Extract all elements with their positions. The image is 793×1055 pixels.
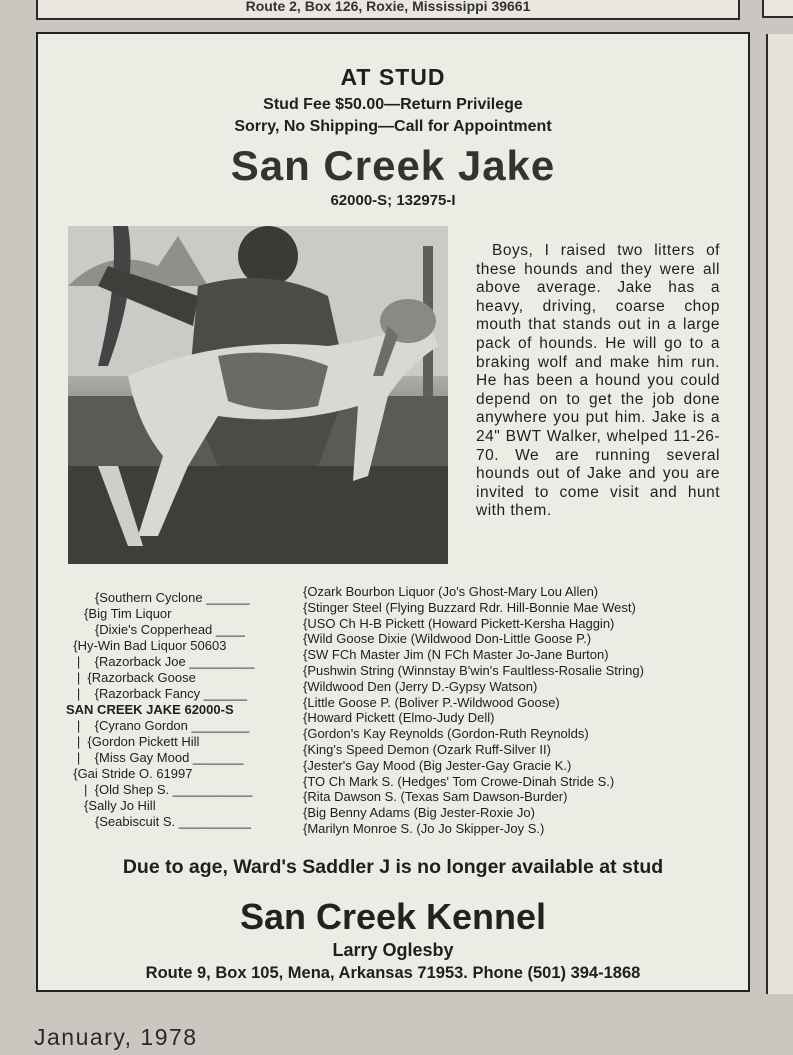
pedigree-right-line: {Rita Dawson S. (Texas Sam Dawson-Burder) xyxy=(303,789,568,805)
owner-name: Larry Oglesby xyxy=(332,940,454,960)
pedigree-left-line: | {Cyrano Gordon ________ xyxy=(66,718,250,733)
pedigree-left-line: | {Miss Gay Mood _______ xyxy=(66,750,244,765)
pedigree-left-line: SAN CREEK JAKE 62000-S xyxy=(66,702,234,717)
pedigree-right-line: {Gordon's Kay Reynolds (Gordon-Ruth Reynolds) xyxy=(303,726,589,742)
pedigree-left-line: | {Gordon Pickett Hill xyxy=(66,734,200,749)
dog-description xyxy=(476,242,720,521)
pedigree-left-line: | {Razorback Joe _________ xyxy=(66,654,255,669)
pedigree-left-line: {Dixie's Copperhead ____ xyxy=(66,622,245,637)
pedigree-left-line: {Hy-Win Bad Liquor 50603 xyxy=(66,638,227,653)
pedigree-right-line: {Howard Pickett (Elmo-Judy Dell) xyxy=(303,710,495,726)
adjacent-column-edge xyxy=(766,34,793,994)
pedigree-right-line: {SW FCh Master Jim (N FCh Master Jo-Jane Burton) xyxy=(303,647,609,663)
adjacent-ad-edge xyxy=(762,0,793,18)
pedigree-right-line: {Pushwin String (Winnstay B'win's Faultless-Rosalie String) xyxy=(303,663,644,678)
previous-ad-address-strip: Route 2, Box 126, Roxie, Mississippi 39661 xyxy=(36,0,740,20)
pedigree-left-line: {Seabiscuit S. __________ xyxy=(66,814,252,829)
pedigree-right-line: {Big Benny Adams (Big Jester-Roxie Jo) xyxy=(303,805,535,821)
pedigree-left-line: {Sally Jo Hill xyxy=(66,798,156,813)
pedigree-right-line: {Stinger Steel (Flying Buzzard Rdr. Hill-Bonnie Mae West) xyxy=(303,599,636,615)
pedigree-left-line: {Gai Stride O. 61997 xyxy=(66,766,193,781)
dog-photo xyxy=(68,226,448,564)
issue-date: January, 1978 xyxy=(34,1024,198,1050)
stud-fee: Stud Fee $50.00—Return Privilege xyxy=(263,96,523,113)
kennel-name: San Creek Kennel xyxy=(239,896,547,937)
availability-notice: Due to age, Ward's Saddler J is no longer available at stud xyxy=(122,856,664,878)
pedigree-left-line: | {Razorback Goose xyxy=(66,670,196,685)
kennel-address: Route 9, Box 105, Mena, Arkansas 71953. Phone (501) 394-1868 xyxy=(145,964,641,982)
registration-numbers: 62000-S; 132975-I xyxy=(330,192,456,209)
pedigree-right-line: {Wild Goose Dixie (Wildwood Don-Little Goose P.) xyxy=(303,631,592,647)
pedigree-right-line: {USO Ch H-B Pickett (Howard Pickett-Kersha Haggin) xyxy=(303,615,615,631)
pedigree-right-line: {Wildwood Den (Jerry D.-Gypsy Watson) xyxy=(303,678,538,694)
pedigree-left-line: | {Razorback Fancy ______ xyxy=(66,686,248,701)
pedigree-left-line: {Big Tim Liquor xyxy=(66,606,172,621)
shipping-note: Sorry, No Shipping—Call for Appointment xyxy=(234,118,552,135)
pedigree-right-line: {Jester's Gay Mood (Big Jester-Gay Gracie K.) xyxy=(303,757,572,773)
pedigree-right-line: {Ozark Bourbon Liquor (Jo's Ghost-Mary Lou Allen) xyxy=(303,584,599,599)
description-paragraph: Boys, I raised two litters of these hounds and they were all above average. Jake has a heavy, driving, coarse chop mouth that stands out in a large pack of hounds. He will go to a braking wolf and make him run. He has been a hound you could depend on to get the job done anywhere you put him. Jake is a 24" BWT Walker, whelped 11-26-70. We are running several hounds out of Jake and you are invited to come visit and hunt with them. xyxy=(476,242,720,520)
pedigree-right-line: {TO Ch Mark S. (Hedges' Tom Crowe-Dinah Stride S.) xyxy=(303,773,615,789)
pedigree-left-line: | {Old Shep S. ___________ xyxy=(66,782,253,797)
stud-advertisement xyxy=(36,32,750,992)
pedigree-right-line: {Marilyn Monroe S. (Jo Jo Skipper-Joy S.) xyxy=(303,821,545,836)
dog-name-title: San Creek Jake xyxy=(230,142,556,189)
ad-heading: AT STUD xyxy=(340,64,446,90)
pedigree-left-line: {Southern Cyclone ______ xyxy=(66,590,250,605)
pedigree-right-line: {King's Speed Demon (Ozark Ruff-Silver II) xyxy=(303,742,551,757)
pedigree-right-line: {Little Goose P. (Boliver P.-Wildwood Goose) xyxy=(303,694,560,710)
